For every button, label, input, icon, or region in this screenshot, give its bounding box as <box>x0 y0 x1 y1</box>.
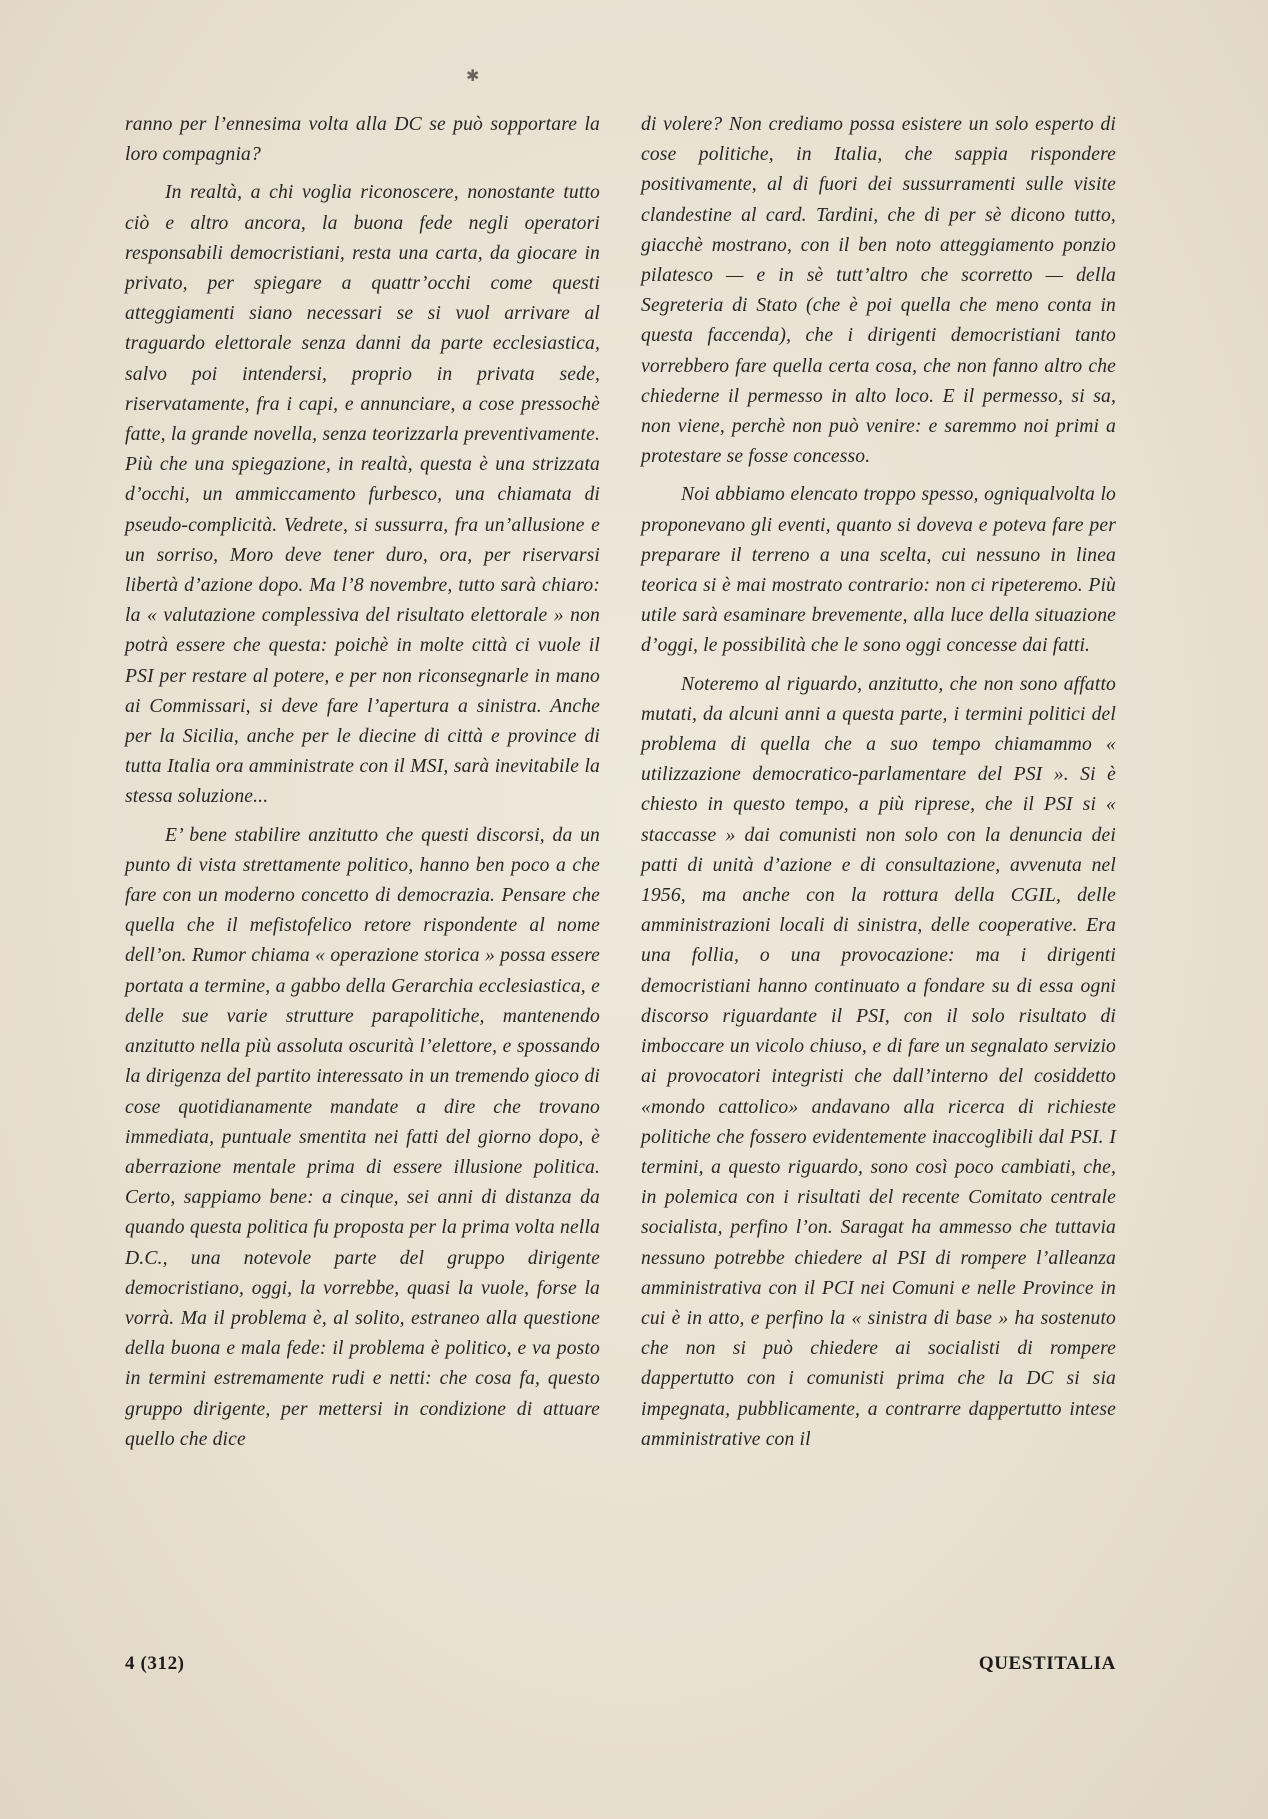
ornament-icon: ✱ <box>466 68 480 85</box>
paragraph: ranno per l’ennesima volta alla DC se può sopportare la loro compagnia? <box>125 114 600 166</box>
page-number: 4 (312) <box>125 1653 185 1674</box>
paragraph: Noteremo al riguardo, anzitutto, che non sono affatto mutati, da alcuni anni a questa parte, i termini politici del problema di quella che a suo tempo chiamammo « utilizzazione democratico-parlamentare del PSI ». Si è chiesto in questo tempo, a più riprese, che il PSI si « staccasse » dai comunisti non solo con la denuncia dei patti di unità d’azione e di consultazione, avvenuta nel 1956, ma anche con la rottura della CGIL, delle amministrazioni locali di sinistra, delle cooperative. Era una follia, o una provocazione: ma i dirigenti democristiani hanno continuato a fondare su di essa ogni discorso riguardante il PSI, con il solo risultato di imboccare un vicolo chiuso, e di fare un segnalato servizio ai provocatori integristi che dall’interno del cosiddetto «mondo cattolico» andavano alla ricerca di richieste politiche che fossero evidentemente inaccoglibili dal PSI. I termini, a questo riguardo, sono così poco cambiati, che, in polemica con i risultati del recente Comitato centrale socialista, perfino l’on. Saragat ha ammesso che tuttavia nessuno potrebbe chiedere al PSI di rompere l’alleanza amministrativa con il PCI nei Comuni e nelle Province in cui è in atto, e perfino la « sinistra di base » ha sostenuto che non si può chiedere ai socialisti di rompere dappertutto con i comunisti prima che la DC si sia impegnata, pubblicamente, a contrarre dappertutto intese amministrative con il <box>641 673 1116 1450</box>
paragraph: Noi abbiamo elencato troppo spesso, ogniqualvolta lo proponevano gli eventi, quanto si doveva e poteva fare per preparare il terreno a una scelta, cui nessuno in linea teorica si è mai mostrato contrario: non ci ripeteremo. Più utile sarà esaminare brevemente, alla luce della situazione d’oggi, le possibilità che le sono oggi concesse dai fatti. <box>641 484 1116 657</box>
paragraph: E’ bene stabilire anzitutto che questi discorsi, da un punto di vista strettamente politico, hanno ben poco a che fare con un moderno concetto di democrazia. Pensare che quella che il mefistofelico retore rispondente al nome dell’on. Rumor chiama « operazione storica » possa essere portata a termine, a gabbo della Gerarchia ecclesiastica, e delle sue varie strutture parapolitiche, mantenendo anzitutto nella più assoluta oscurità l’elettore, e spossando la dirigenza del partito interessato in un tremendo gioco di cose quotidianamente mandate a dire che trovano immediata, puntuale smentita nei fatti del giorno dopo, è aberrazione mentale prima di essere illusione politica. Certo, sappiamo bene: a cinque, sei anni di distanza da quando questa politica fu proposta per la prima volta nella D.C., una notevole parte del gruppo dirigente democristiano, oggi, la vorrebbe, quasi la vuole, forse la vorrà. Ma il problema è, al solito, estraneo alla questione della buona e mala fede: il problema è politico, e va posto in termini estremamente rudi e netti: che cosa fa, questo gruppo dirigente, per mettersi in condizione di attuare quello che dice <box>125 824 600 1450</box>
paragraph: In realtà, a chi voglia riconoscere, nonostante tutto ciò e altro ancora, la buona fede negli operatori responsabili democristiani, resta una carta, da giocare in privato, per spiegare a quattr’occhi come questi atteggiamenti siano necessari se si vuol arrivare al traguardo elettorale senza danni da parte ecclesiastica, salvo poi intendersi, proprio in privata sede, riservatamente, fra i capi, e annunciare, a cose pressochè fatte, la grande novella, senza teorizzarla preventivamente. Più che una spiegazione, in realtà, questa è una strizzata d’occhi, un ammiccamento furbesco, una chiamata di pseudo-complicità. Vedrete, si sussurra, fra un’allusione e un sorriso, Moro deve tener duro, ora, per riservarsi libertà d’azione dopo. Ma l’8 novembre, tutto sarà chiaro: la « valutazione complessiva del risultato elettorale » non potrà essere che questa: poichè in molte città ci vuole il PSI per restare al potere, e per non riconsegnarle in mano ai Commissari, si deve fare l’apertura a sinistra. Anche per la Sicilia, anche per le diecine di città e province di tutta Italia ora amministrate con il MSI, sarà inevitabile la stessa soluzione... <box>125 182 600 808</box>
journal-title: QUESTITALIA <box>978 1653 1116 1674</box>
text-column-right <box>641 110 1116 1455</box>
paragraph: di volere? Non crediamo possa esistere un solo esperto di cose politiche, in Italia, che sappia rispondere positivamente, al di fuori dei sussurramenti sulle visite clandestine al card. Tardini, che di per sè dicono tutto, giacchè mostrano, con il ben noto atteggiamento ponzio pilatesco — e in sè tutt’altro che scorretto — della Segreteria di Stato (che è poi quella che meno conta in questa faccenda), che i dirigenti democristiani tanto vorrebbero fare quella certa cosa, che non fanno altro che chiederne il permesso in alto loco. E il permesso, si sa, non viene, perchè non può venire: e saremmo noi primi a protestare se fosse concesso. <box>641 114 1116 468</box>
text-column-left <box>125 110 600 1455</box>
